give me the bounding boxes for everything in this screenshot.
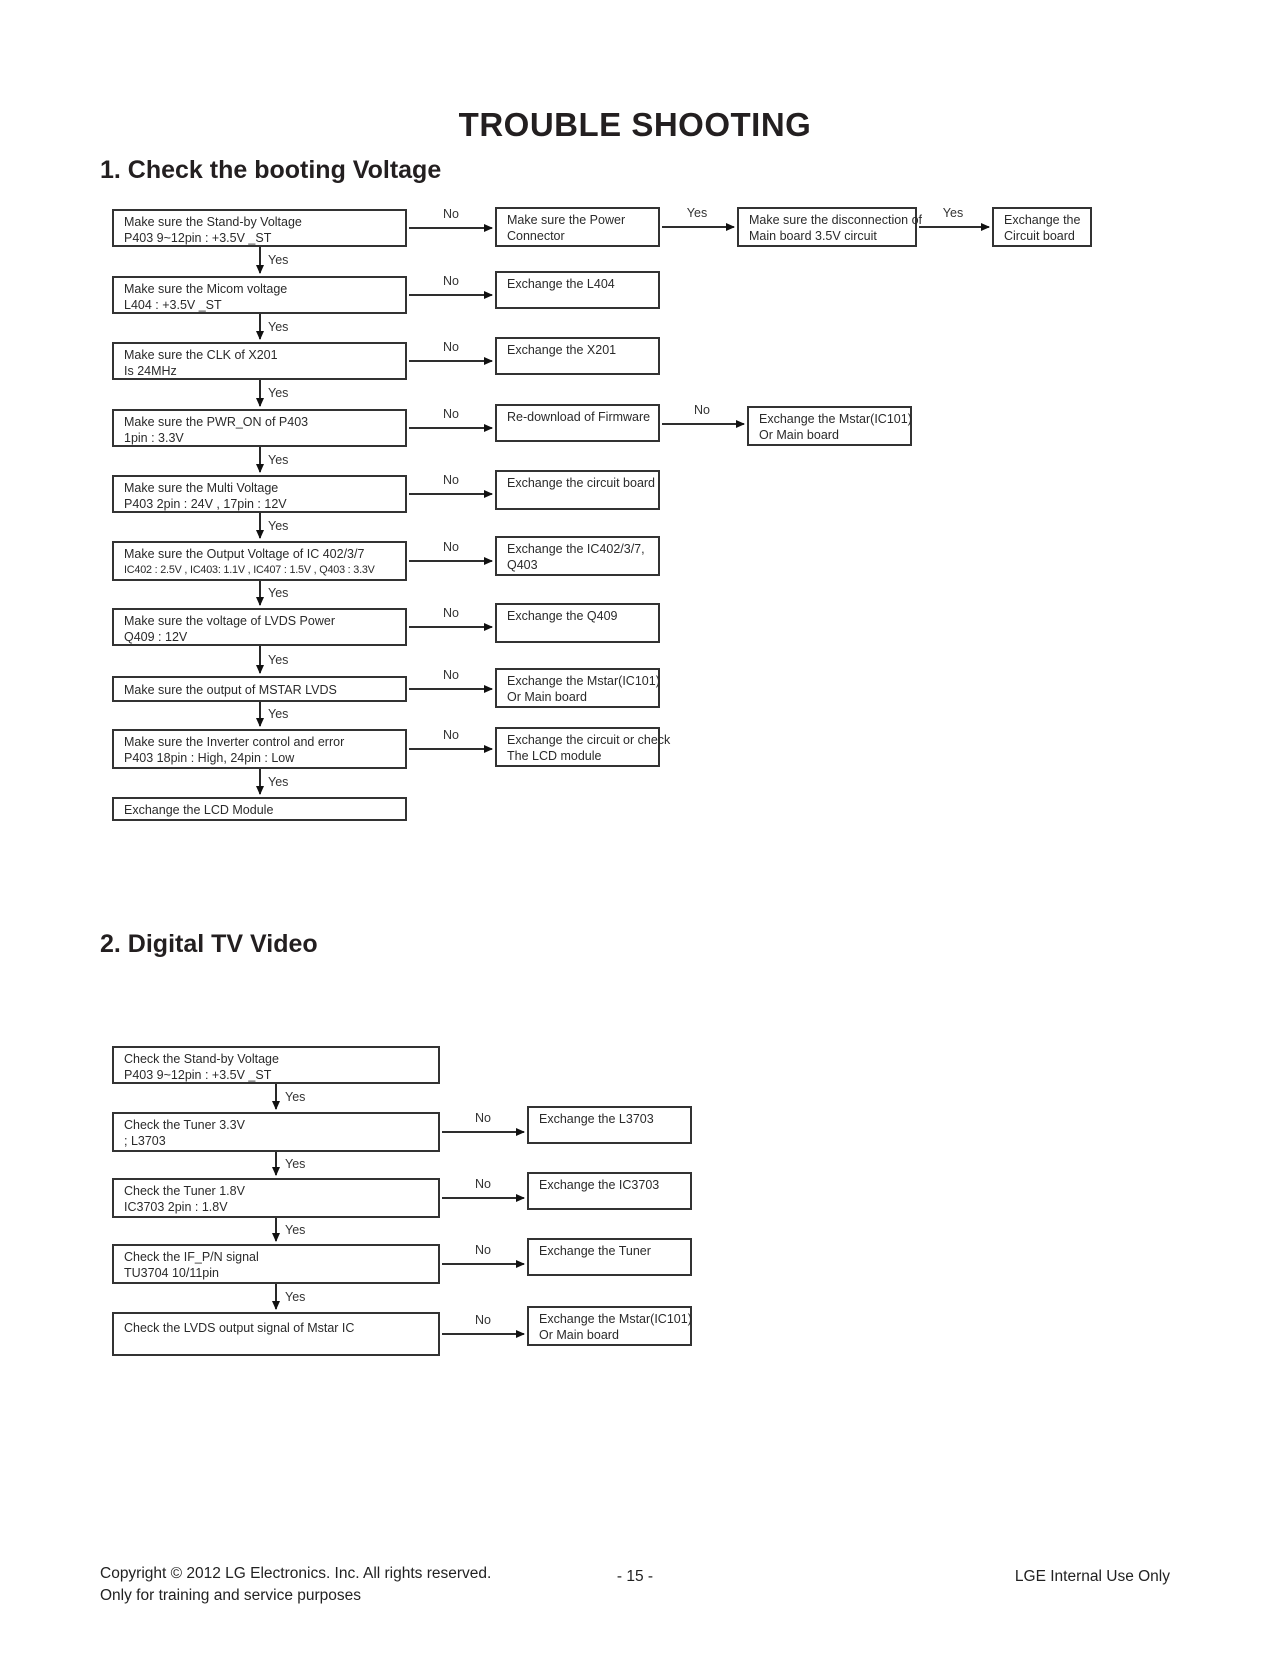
no-label: No: [443, 606, 459, 620]
text-line: Check the Tuner 1.8V: [124, 1184, 245, 1198]
check-output-voltage-ic-box: [112, 541, 407, 581]
exchange-lcd-module-box: [112, 797, 407, 821]
text-line: Make sure the Inverter control and error: [124, 735, 345, 749]
text-line: Exchange the LCD Module: [124, 803, 274, 817]
yes-label: Yes: [268, 775, 289, 789]
section1-heading: 1. Check the booting Voltage: [100, 156, 442, 184]
no-label: No: [443, 668, 459, 682]
text-line: Connector: [507, 229, 565, 243]
text-line: Make sure the Multi Voltage: [124, 481, 279, 495]
no-label: No: [443, 340, 459, 354]
text-line: Or Main board: [539, 1328, 619, 1342]
yes-label: Yes: [268, 653, 289, 667]
connector-group: [260, 227, 989, 1334]
text-line: Make sure the voltage of LVDS Power: [124, 614, 335, 628]
yes-label: Yes: [285, 1223, 306, 1237]
text-line: Make sure the PWR_ON of P403: [124, 415, 309, 429]
no-label: No: [443, 473, 459, 487]
exchange-mstar3-box: [527, 1306, 692, 1346]
text-line: IC3703 2pin : 1.8V: [124, 1200, 228, 1214]
no-label: No: [443, 540, 459, 554]
yes-label: Yes: [686, 206, 708, 220]
exchange-l3703-box: [527, 1106, 692, 1144]
text-line: Exchange the circuit or check: [507, 733, 671, 747]
no-label: No: [475, 1243, 491, 1257]
page-title: TROUBLE SHOOTING: [458, 106, 812, 143]
check-tuner-3v3-box: [112, 1112, 440, 1152]
check-mstar-lvds-output-box: [112, 676, 407, 702]
no-label: No: [443, 274, 459, 288]
text-line: Q409 : 12V: [124, 630, 188, 644]
text-line: Make sure the output of MSTAR LVDS: [124, 683, 337, 697]
text-line: TU3704 10/11pin: [124, 1266, 219, 1280]
text-line: Check the IF_P/N signal: [124, 1250, 259, 1264]
no-label: No: [694, 403, 710, 417]
no-label: No: [443, 207, 459, 221]
section2-heading: 2. Digital TV Video: [100, 930, 318, 958]
check-standby-voltage2-box: [112, 1046, 440, 1084]
redownload-firmware-box: [495, 404, 660, 442]
text-line: Exchange the IC402/3/7,: [507, 542, 645, 556]
yes-label: Yes: [942, 206, 964, 220]
text-line: Check the Tuner 3.3V: [124, 1118, 245, 1132]
text-line: Or Main board: [507, 690, 587, 704]
yes-label: Yes: [268, 586, 289, 600]
check-micom-voltage-box: [112, 276, 407, 314]
text-line: Re-download of Firmware: [507, 410, 651, 424]
yes-label: Yes: [268, 386, 289, 400]
text-line: Exchange the Mstar(IC101): [759, 412, 912, 426]
exchange-q409-box: [495, 603, 660, 643]
check-lvds-power-box: [112, 608, 407, 646]
text-line: Exchange the X201: [507, 343, 617, 357]
text-line: Make sure the CLK of X201: [124, 348, 278, 362]
exchange-mstar-box: [747, 406, 912, 446]
text-line: P403 9~12pin : +3.5V _ST: [124, 1068, 272, 1082]
check-power-connector-box: [495, 207, 660, 247]
exchange-ic402-box: [495, 536, 660, 576]
text-line: Q403: [507, 558, 538, 572]
check-lvds-output-mstar-box: [112, 1312, 440, 1356]
exchange-mstar2-box: [495, 668, 660, 708]
text-line: Or Main board: [759, 428, 839, 442]
text-line: P403 9~12pin : +3.5V _ST: [124, 231, 272, 245]
check-multi-voltage-box: [112, 475, 407, 513]
text-line: Exchange the L3703: [539, 1112, 654, 1126]
check-disconnection-box: [737, 207, 923, 247]
exchange-x201-box: [495, 337, 660, 375]
check-inverter-control-box: [112, 729, 407, 769]
check-clk-x201-box: [112, 342, 407, 380]
text-line: Circuit board: [1004, 229, 1075, 243]
text-line: Make sure the Stand-by Voltage: [124, 215, 302, 229]
yes-label: Yes: [268, 253, 289, 267]
text-line: Exchange the circuit board: [507, 476, 656, 490]
exchange-circuit-board-box: [992, 207, 1092, 247]
text-line: Exchange the L404: [507, 277, 615, 291]
text-line: Exchange the Tuner: [539, 1244, 651, 1258]
text-line: Is 24MHz: [124, 364, 177, 378]
text-line: 1pin : 3.3V: [124, 431, 184, 445]
text-line: Exchange the Mstar(IC101): [507, 674, 660, 688]
no-label: No: [443, 407, 459, 421]
yes-label: Yes: [285, 1157, 306, 1171]
yes-label: Yes: [268, 519, 289, 533]
text-line: P403 18pin : High, 24pin : Low: [124, 751, 295, 765]
exchange-tuner-box: [527, 1238, 692, 1276]
text-line: L404 : +3.5V _ST: [124, 298, 222, 312]
copyright-line-1: Copyright © 2012 LG Electronics. Inc. All rights reserved.: [100, 1565, 492, 1582]
text-line: Exchange the: [1004, 213, 1081, 227]
no-label: No: [475, 1111, 491, 1125]
no-label: No: [475, 1313, 491, 1327]
yes-label: Yes: [285, 1290, 306, 1304]
text-line: Check the Stand-by Voltage: [124, 1052, 279, 1066]
no-label: No: [443, 728, 459, 742]
text-line: P403 2pin : 24V , 17pin : 12V: [124, 497, 287, 511]
footer-internal-use: LGE Internal Use Only: [1014, 1568, 1170, 1585]
exchange-circuit-board2-box: [495, 470, 660, 510]
exchange-circuit-or-lcd-box: [495, 727, 671, 767]
text-line: The LCD module: [507, 749, 602, 763]
text-line: Exchange the Mstar(IC101): [539, 1312, 692, 1326]
text-line: Make sure the Output Voltage of IC 402/3/7: [124, 547, 365, 561]
exchange-ic3703-box: [527, 1172, 692, 1210]
copyright-line-2: Only for training and service purposes: [100, 1587, 362, 1604]
page-number: - 15 -: [616, 1568, 654, 1585]
text-line: ; L3703: [124, 1134, 166, 1148]
text-line: Exchange the IC3703: [539, 1178, 660, 1192]
check-pwr-on-box: [112, 409, 407, 447]
yes-label: Yes: [285, 1090, 306, 1104]
yes-label: Yes: [268, 707, 289, 721]
text-line: Exchange the Q409: [507, 609, 618, 623]
check-standby-voltage-box: [112, 209, 407, 247]
exchange-l404-box: [495, 271, 660, 309]
check-if-pn-signal-box: [112, 1244, 440, 1284]
text-line: IC402 : 2.5V , IC403: 1.1V , IC407 : 1.5V , Q403 : 3.3V: [124, 564, 375, 576]
text-line: Make sure the Micom voltage: [124, 282, 288, 296]
text-line: Make sure the Power: [507, 213, 626, 227]
text-line: Make sure the disconnection of: [749, 213, 923, 227]
no-label: No: [475, 1177, 491, 1191]
text-line: Check the LVDS output signal of Mstar IC: [124, 1321, 355, 1335]
yes-label: Yes: [268, 320, 289, 334]
text-line: Main board 3.5V circuit: [749, 229, 877, 243]
yes-label: Yes: [268, 453, 289, 467]
check-tuner-1v8-box: [112, 1178, 440, 1218]
